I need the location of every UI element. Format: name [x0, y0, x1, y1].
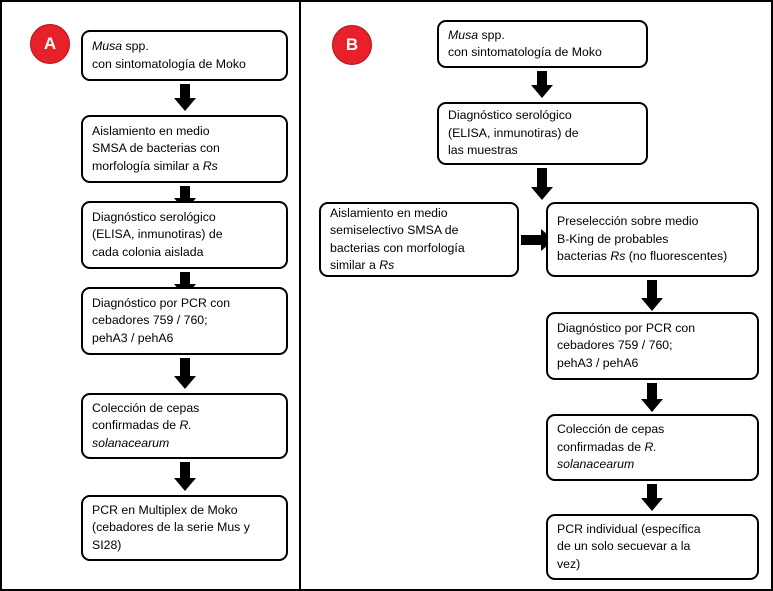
node-diagnostico-pcr: [81, 287, 288, 355]
node-text: PCR en Multiplex de Moko (cebadores de la serie Mus y SI28): [92, 502, 250, 552]
node-text: Aislamiento en medio semiselectivo SMSA de bacterias con morfología similar a Rs: [330, 205, 465, 272]
node-diagnostico-serologico: [81, 201, 288, 269]
node-text: Diagnóstico por PCR con cebadores 759 / 760; pehA3 / pehA6: [557, 320, 696, 370]
node-text: Aislamiento en medio SMSA de bacterias con morfología similar a Rs: [92, 123, 220, 173]
node-text: PCR individual (específica de un solo secuevar a la vez): [557, 521, 701, 571]
panel-b-badge-label: B: [345, 35, 359, 54]
node-preseleccion-b-king: [546, 202, 759, 277]
node-text: Diagnóstico serológico (ELISA, inmunotiras) de las muestras: [448, 108, 579, 158]
node-text: Musa spp. con sintomatología de Moko: [448, 27, 602, 59]
panel-b-badge: [332, 25, 372, 65]
node-text: Colección de cepas confirmadas de R. solanacearum: [557, 422, 665, 472]
node-pcr-individual: [546, 514, 759, 580]
node-diagnostico-serologico-muestras: [437, 102, 648, 165]
panel-a-badge-label: A: [43, 34, 57, 53]
panel-a: [2, 2, 301, 589]
node-coleccion-cepas: [546, 414, 759, 481]
node-text: Diagnóstico serológico (ELISA, inmunotiras) de cada colonia aislada: [92, 209, 223, 259]
node-diagnostico-pcr: [546, 312, 759, 380]
node-musa-spp-sintomatologia: [81, 30, 288, 81]
panel-b: [303, 2, 771, 589]
node-text: Diagnóstico por PCR con cebadores 759 / 760; pehA3 / pehA6: [92, 295, 231, 345]
node-aislamiento-smsa: [81, 115, 288, 183]
node-musa-spp-sintomatologia: [437, 20, 648, 68]
node-coleccion-cepas: [81, 393, 288, 459]
node-text: Musa spp. con sintomatología de Moko: [92, 39, 246, 71]
panel-a-badge: [30, 24, 70, 64]
node-text: Colección de cepas confirmadas de R. solanacearum: [92, 400, 200, 450]
node-pcr-multiplex: [81, 495, 288, 561]
node-text: Preselección sobre medio B-King de probables bacterias Rs (no fluorescentes): [557, 214, 728, 264]
node-aislamiento-semiselectivo: [319, 202, 519, 277]
